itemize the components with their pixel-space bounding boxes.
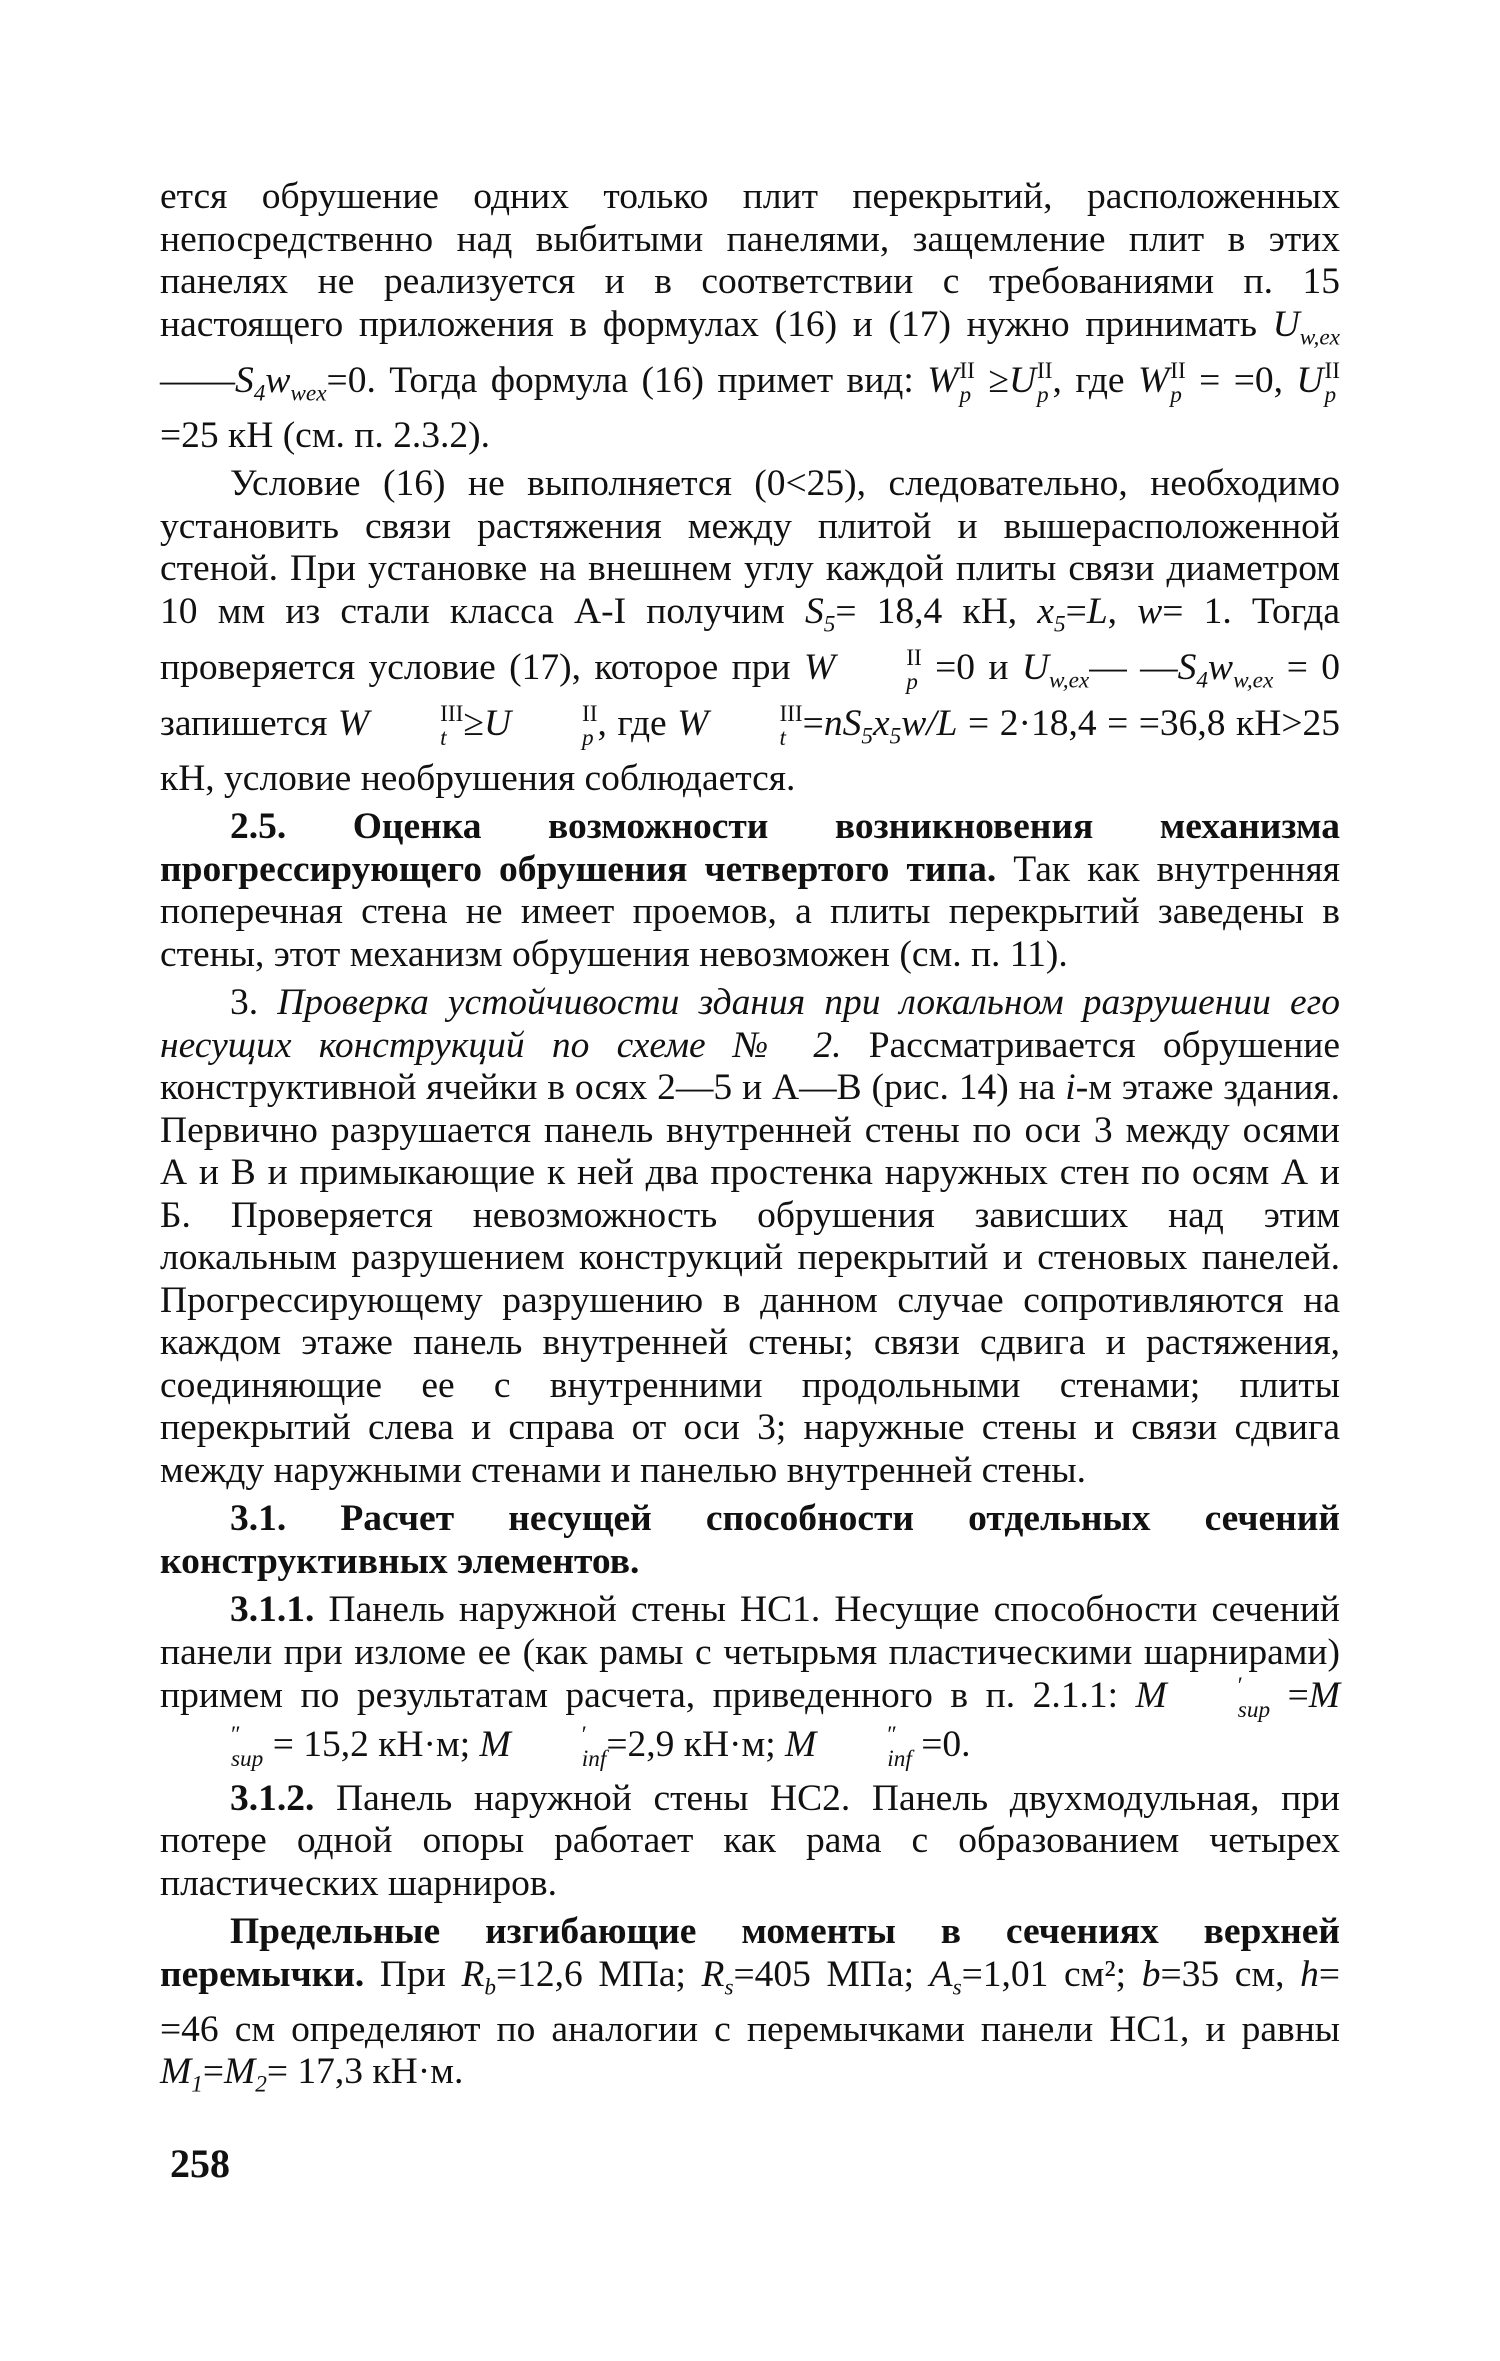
text-run: 3. bbox=[230, 982, 278, 1024]
text-run: =0. bbox=[911, 1723, 971, 1765]
text-run: =405 МПа; bbox=[733, 1953, 930, 1995]
italic-text: W bbox=[927, 359, 959, 401]
text-run: ≥ bbox=[463, 702, 484, 744]
italic-text: W bbox=[677, 702, 709, 744]
text-run: ≥ bbox=[974, 359, 1009, 401]
italic-text: h bbox=[1300, 1953, 1319, 1995]
formula-index bbox=[817, 1723, 912, 1772]
text-run: — bbox=[197, 359, 235, 401]
formula-subscript: p bbox=[1324, 381, 1337, 408]
italic-text: R bbox=[701, 1953, 725, 1995]
formula-subscript: 5 bbox=[861, 723, 873, 750]
paragraph-p4 bbox=[160, 982, 1340, 1492]
formula-subscript: s bbox=[724, 1974, 734, 2001]
text-run: =35 см, bbox=[1160, 1953, 1301, 1995]
page-body bbox=[160, 176, 1340, 2112]
formula-superscript: ′ bbox=[1237, 1673, 1243, 1700]
paragraph-p6 bbox=[160, 1589, 1340, 1772]
text-run: =0 и bbox=[921, 646, 1022, 688]
text-run: — bbox=[160, 359, 198, 401]
formula-superscript: II bbox=[906, 644, 922, 671]
formula-subscript: w,ex bbox=[1233, 667, 1274, 694]
formula-index bbox=[512, 1723, 607, 1772]
italic-text: U bbox=[1021, 646, 1050, 688]
formula-subscript: 4 bbox=[253, 380, 266, 407]
text-run: ется обрушение одних только плит перекрытий, расположенных непосредственно над выбитыми панелями, защемление плит в этих панелях не реализуется и в соответствии с требованиями п. 15 настоящего приложения в формулах (16) и (17) нужно принимать bbox=[160, 176, 1340, 345]
formula-index bbox=[1324, 359, 1340, 408]
bold-text: 2.5. Оценка возможности возникновения механизма прогрессирующего обрушения четвертого типа. bbox=[160, 806, 1340, 890]
text-run: Панель наружной стены НС2. Панель двухмодульная, при потере одной опоры работает как рама с образованием четырех пластических шарниров. bbox=[160, 1777, 1340, 1904]
italic-text: M bbox=[1135, 1675, 1167, 1717]
italic-text: M bbox=[785, 1723, 817, 1765]
italic-text: S bbox=[235, 359, 254, 401]
text-run: = bbox=[1065, 590, 1087, 632]
italic-text: W bbox=[337, 702, 370, 744]
formula-superscript: III bbox=[440, 700, 464, 727]
formula-subscript: inf bbox=[887, 1746, 912, 1773]
text-run: = bbox=[802, 702, 824, 744]
formula-subscript: p bbox=[582, 724, 594, 751]
paragraph-p1 bbox=[160, 176, 1340, 457]
text-run: , где bbox=[597, 702, 678, 744]
formula-index bbox=[959, 359, 975, 408]
formula-index bbox=[370, 702, 463, 751]
italic-text: x bbox=[872, 702, 890, 744]
formula-subscript: 5 bbox=[823, 611, 836, 638]
text-run: = 2·18,4 = =36,8 кН>25 кН, условие необрушения соблюдается. bbox=[160, 702, 1340, 799]
formula-subscript: p bbox=[959, 381, 972, 408]
italic-text: nS bbox=[823, 702, 862, 744]
italic-text: W bbox=[1137, 359, 1170, 401]
text-run: , bbox=[1107, 590, 1138, 632]
text-run: , где bbox=[1052, 359, 1138, 401]
text-run: Так как внутренняя поперечная стена не имеет проемов, а плиты перекрытий заведены в стены, этот механизм обрушения невозможен (см. п. 11). bbox=[160, 848, 1340, 975]
italic-text: U bbox=[483, 702, 512, 744]
formula-subscript: w,ex bbox=[1299, 324, 1340, 350]
paragraph-p5 bbox=[160, 1498, 1340, 1583]
formula-subscript: 2 bbox=[255, 2071, 267, 2098]
formula-subscript: p bbox=[1170, 381, 1182, 408]
italic-text: R bbox=[461, 1953, 485, 1995]
formula-index bbox=[1037, 359, 1053, 408]
italic-text: w bbox=[1208, 646, 1234, 688]
paragraph-p3 bbox=[160, 806, 1340, 976]
italic-text: i bbox=[1065, 1067, 1076, 1109]
text-run: = =0, bbox=[1185, 359, 1297, 401]
italic-text: M bbox=[160, 2051, 192, 2093]
italic-text: M bbox=[224, 2051, 256, 2093]
text-run: = 18,4 кН, bbox=[835, 590, 1038, 632]
bold-text: 3.1.1. bbox=[230, 1589, 315, 1631]
bold-text: 3.1.2. bbox=[230, 1777, 315, 1819]
italic-text: M bbox=[1308, 1675, 1340, 1717]
formula-subscript: t bbox=[779, 724, 786, 751]
italic-text: w bbox=[265, 359, 291, 401]
formula-subscript: inf bbox=[581, 1746, 607, 1773]
text-run: При bbox=[364, 1953, 462, 1995]
formula-index bbox=[709, 702, 802, 751]
text-run: =2,9 кН·м; bbox=[606, 1723, 786, 1765]
formula-subscript: t bbox=[440, 724, 447, 751]
italic-text: S bbox=[804, 590, 824, 632]
formula-subscript: 4 bbox=[1196, 667, 1209, 694]
italic-text: b bbox=[1141, 1953, 1161, 1995]
bold-text: Предельные изгибающие моменты в сечениях верхней перемычки. bbox=[160, 1911, 1340, 1995]
page-number: 258 bbox=[170, 2141, 230, 2186]
formula-superscript: II bbox=[959, 357, 975, 384]
formula-subscript: sup bbox=[1237, 1697, 1271, 1724]
text-run: =0. Тогда формула (16) примет вид: bbox=[326, 359, 928, 401]
formula-superscript: ″ bbox=[887, 1721, 897, 1748]
text-run: = =46 см определяют по аналогии с перемычками панели НС1, и равны bbox=[160, 1953, 1341, 2050]
italic-text: M bbox=[479, 1723, 511, 1765]
italic-text: U bbox=[1272, 303, 1300, 345]
text-run: Условие (16) не выполняется (0<25), следовательно, необходимо установить связи растяжения между плитой и вышерасположенной стеной. При установке на внешнем углу каждой плиты связи диаметром 10 мм из стали класса А-I получим bbox=[160, 463, 1340, 632]
formula-index bbox=[161, 1723, 263, 1772]
text-run: = 1. Тогда проверяется условие (17), которое при bbox=[160, 590, 1341, 688]
formula-superscript: III bbox=[779, 700, 803, 727]
formula-superscript: II bbox=[1170, 357, 1186, 384]
italic-text: Проверка устойчивости здания при локальном разрушении его несущих конструкций по схеме № 2. bbox=[160, 982, 1340, 1066]
text-run: = bbox=[1270, 1675, 1309, 1717]
italic-text: w/L bbox=[901, 702, 958, 744]
formula-index bbox=[1168, 1674, 1270, 1723]
formula-superscript: ′ bbox=[581, 1721, 587, 1748]
italic-text: U bbox=[1296, 359, 1324, 401]
formula-superscript: II bbox=[582, 700, 598, 727]
formula-subscript: w,ex bbox=[1049, 667, 1090, 694]
bold-text: 3.1. Расчет несущей способности отдельных сечений конструктивных элементов. bbox=[160, 1498, 1340, 1582]
formula-index bbox=[1170, 359, 1186, 408]
text-run: Рассматривается обрушение конструктивной ячейки в осях 2—5 и А—В (рис. 14) на bbox=[160, 1024, 1340, 1109]
formula-index bbox=[836, 646, 922, 695]
paragraph-p8 bbox=[160, 1911, 1340, 2106]
formula-subscript: p bbox=[906, 668, 918, 695]
text-run: =1,01 см²; bbox=[961, 1953, 1142, 1995]
text-run: -м этаже здания. Первично разрушается панель внутренней стены по оси 3 между осями А и В и примыкающие к ней два простенка наружных стен по осям А и Б. Проверяется невозможность обрушения зависших над этим локальным разрушением конструкций перекрытий и стеновых панелей. Прогрессирующему разрушению в данном случае сопротивляются на каждом этаже панель внутренней стены; связи сдвига и растяжения, соединяющие ее с внутренними продольными стенами; плиты перекрытий слева и справа от оси 3; наружные стены и связи сдвига между наружными стенами и панелью внутренней стены. bbox=[160, 1067, 1340, 1491]
text-run: = 0 запишется bbox=[160, 646, 1341, 744]
paragraph-p2 bbox=[160, 463, 1340, 800]
italic-text: W bbox=[803, 646, 836, 688]
text-run: = bbox=[202, 2051, 225, 2093]
text-run: Панель наружной стены НС1. Несущие способности сечений панели при изломе ее (как рамы с четырьмя пластическими шарнирами) примем по результатам расчета, приведенного в п. 2.1.1: bbox=[160, 1589, 1340, 1717]
formula-subscript: p bbox=[1037, 381, 1049, 408]
italic-text: x bbox=[1037, 590, 1055, 632]
italic-text: A bbox=[929, 1953, 953, 1995]
italic-text: L bbox=[1086, 590, 1108, 632]
italic-text: U bbox=[1008, 359, 1037, 401]
formula-superscript: ″ bbox=[231, 1721, 241, 1748]
formula-subscript: s bbox=[952, 1974, 962, 2001]
formula-subscript: 1 bbox=[191, 2071, 203, 2098]
paragraph-p7 bbox=[160, 1778, 1340, 1906]
formula-subscript: b bbox=[484, 1974, 497, 2001]
italic-text: w bbox=[1137, 590, 1163, 632]
formula-subscript: 5 bbox=[1054, 611, 1066, 638]
formula-subscript: 5 bbox=[889, 723, 902, 750]
text-run: = 17,3 кН·м. bbox=[266, 2051, 464, 2093]
formula-subscript: sup bbox=[231, 1746, 264, 1773]
text-run: =25 кН (см. п. 2.3.2). bbox=[160, 414, 490, 456]
formula-superscript: II bbox=[1324, 357, 1340, 384]
text-run: — — bbox=[1089, 646, 1178, 688]
text-run: = 15,2 кН·м; bbox=[263, 1723, 480, 1765]
formula-subscript: wex bbox=[290, 380, 327, 407]
italic-text: S bbox=[1177, 646, 1197, 688]
text-run: =12,6 МПа; bbox=[496, 1953, 702, 1995]
formula-index bbox=[512, 702, 598, 751]
formula-superscript: II bbox=[1037, 357, 1053, 384]
